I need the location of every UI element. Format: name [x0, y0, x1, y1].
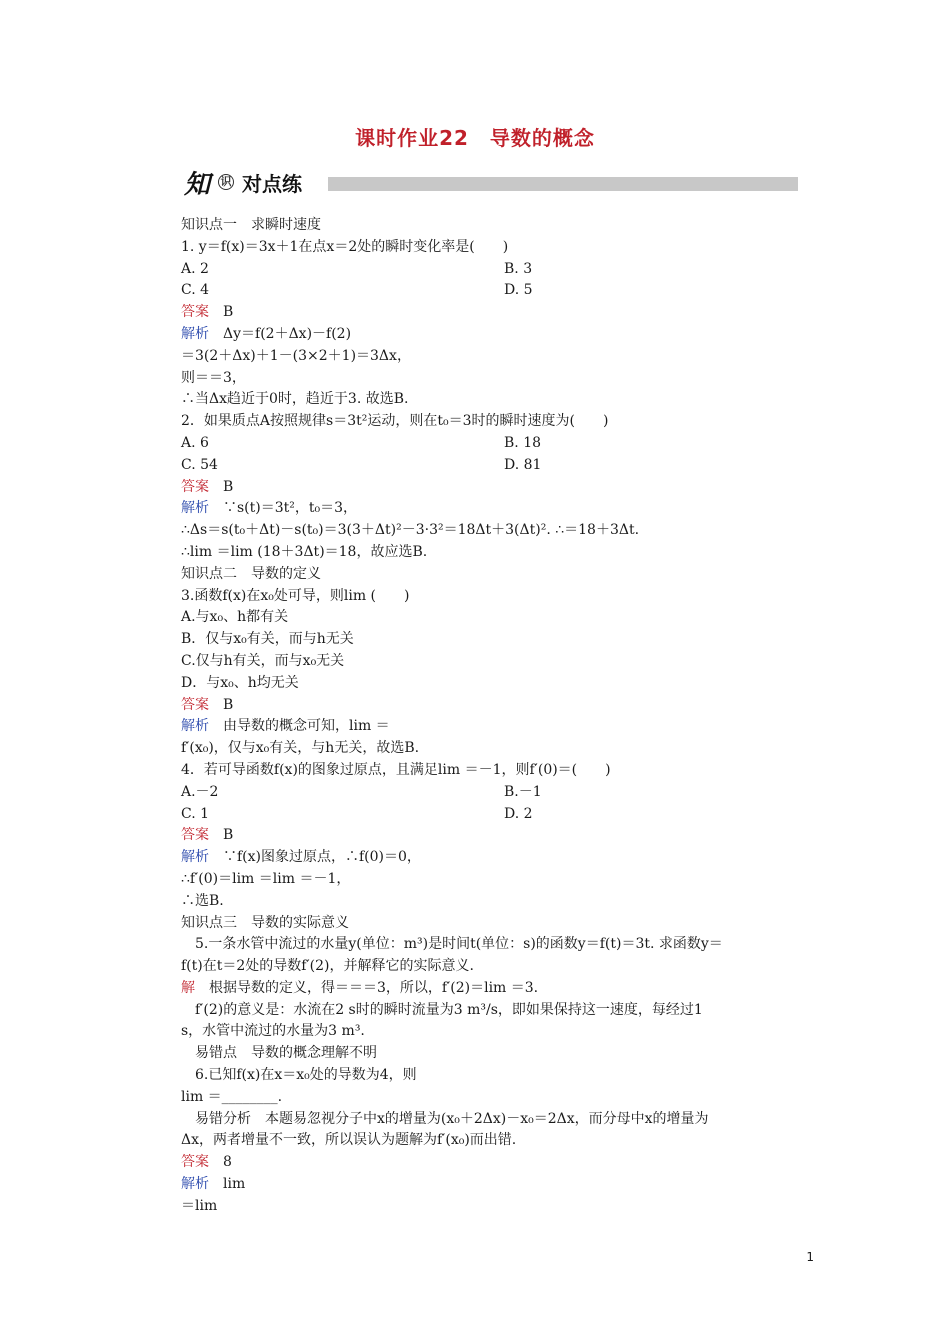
answer-text: ∵f(x)图象过原点，∴f(0)＝0， — [209, 849, 421, 866]
text-line: ∴Δs＝s(t₀＋Δt)－s(t₀)＝3(3＋Δt)²－3·3²＝18Δt＋3(Δt)². ∴＝18＋3Δt. — [181, 522, 640, 539]
answer-label: 解析 — [181, 1176, 209, 1193]
text-line — [181, 498, 821, 520]
option-right: B. 3 — [504, 260, 533, 277]
text-line: f(t)在t＝2处的导数f′(2)，并解释它的实际意义. — [181, 958, 474, 975]
text-line: ∴lim ＝lim (18＋3Δt)＝18，故应选B. — [181, 543, 428, 560]
text-line: s，水管中流过的水量为3 m³. — [181, 1023, 365, 1040]
text-line — [181, 302, 821, 324]
answer-label: 答案 — [181, 304, 209, 321]
text-line — [181, 280, 821, 302]
text-line: ∴选B. — [181, 892, 224, 909]
option-left: C. 1 — [181, 805, 210, 822]
option-right: D. 2 — [504, 805, 533, 822]
answer-text: Δy＝f(2＋Δx)－f(2) — [209, 325, 352, 342]
text-line — [181, 455, 821, 477]
text-line: 3.函数f(x)在x₀处可导，则lim ( ) — [181, 587, 410, 604]
text-line: A.与x₀、h都有关 — [181, 609, 289, 626]
text-line: C.仅与h有关，而与x₀无关 — [181, 652, 345, 669]
answer-text: 由导数的概念可知，lim ＝ — [209, 718, 390, 735]
answer-label: 答案 — [181, 1154, 209, 1171]
option-left: A.－2 — [181, 783, 219, 800]
text-line: Δx，两者增量不一致，所以误认为题解为f′(x₀)而出错. — [181, 1132, 517, 1149]
text-line: 知识点二 导数的定义 — [181, 565, 321, 582]
text-line: D．与x₀、h均无关 — [181, 674, 299, 691]
text-line — [181, 477, 821, 499]
text-line — [181, 825, 821, 847]
answer-label: 答案 — [181, 696, 209, 713]
text-line: 则＝＝3， — [181, 369, 246, 386]
text-line: ∴f′(0)＝lim ＝lim ＝－1， — [181, 870, 351, 887]
text-line: 6.已知f(x)在x＝x₀处的导数为4，则 — [181, 1067, 417, 1084]
option-left: A. 2 — [181, 260, 209, 277]
answer-label: 解析 — [181, 718, 209, 735]
answer-text: B — [209, 478, 234, 495]
text-line: f′(2)的意义是：水流在2 s时的瞬时流量为3 m³/s，即如果保持这一速度，每经过1 — [181, 1001, 703, 1018]
text-line — [181, 433, 821, 455]
answer-text: ∵s(t)＝3t²，t₀＝3， — [209, 500, 358, 517]
text-line: 2．如果质点A按照规律s＝3t²运动，则在t₀＝3时的瞬时速度为( ) — [181, 413, 609, 430]
text-line — [181, 978, 821, 1000]
text-line: ∴当Δx趋近于0时，趋近于3. 故选B. — [181, 391, 409, 408]
document-body — [181, 215, 821, 1218]
text-line: ＝lim — [181, 1197, 218, 1214]
text-line: B．仅与x₀有关，而与h无关 — [181, 631, 354, 648]
answer-label: 解 — [181, 979, 195, 996]
option-right: D. 81 — [504, 456, 542, 473]
text-line — [181, 782, 821, 804]
banner-text: 对点练 — [242, 172, 302, 196]
text-line — [181, 1152, 821, 1174]
banner-char-zhi: 知 — [184, 170, 211, 200]
text-line — [181, 324, 821, 346]
text-line — [181, 259, 821, 281]
option-right: B. 18 — [504, 434, 542, 451]
answer-label: 解析 — [181, 325, 209, 342]
text-line: 知识点一 求瞬时速度 — [181, 217, 321, 233]
text-line — [181, 847, 821, 869]
answer-label: 解析 — [181, 500, 209, 517]
page-title: 课时作业22 导数的概念 — [355, 126, 595, 150]
answer-text: 8 — [209, 1154, 232, 1171]
answer-label: 答案 — [181, 478, 209, 495]
text-line: 易错点 导数的概念理解不明 — [181, 1045, 377, 1062]
option-left: C. 4 — [181, 282, 210, 299]
answer-text: lim — [209, 1176, 246, 1193]
page-number: 1 — [806, 1250, 814, 1264]
answer-label: 解析 — [181, 849, 209, 866]
banner-char-shi: 识 — [218, 174, 234, 190]
answer-text: B — [209, 827, 234, 844]
answer-text: B — [209, 696, 234, 713]
option-left: A. 6 — [181, 434, 209, 451]
text-line: 知识点三 导数的实际意义 — [181, 914, 349, 931]
text-line: 1. y＝f(x)＝3x＋1在点x＝2处的瞬时变化率是( ) — [181, 238, 509, 255]
text-line: 易错分析 本题易忽视分子中x的增量为(x₀＋2Δx)－x₀＝2Δx，而分母中x的增量为 — [181, 1110, 709, 1127]
text-line: 4．若可导函数f(x)的图象过原点，且满足lim ＝－1，则f′(0)＝( ) — [181, 761, 611, 778]
text-line — [181, 1174, 821, 1196]
answer-text: B — [209, 304, 234, 321]
answer-label: 答案 — [181, 827, 209, 844]
text-line — [181, 695, 821, 717]
option-right: D. 5 — [504, 282, 533, 299]
banner-bar — [328, 177, 798, 191]
text-line: ＝3(2＋Δx)＋1－(3×2＋1)＝3Δx， — [181, 347, 411, 364]
text-line: lim ＝________. — [181, 1088, 283, 1105]
option-left: C. 54 — [181, 456, 218, 473]
option-right: B.－1 — [504, 783, 542, 800]
text-line: f′(x₀)，仅与x₀有关，与h无关，故选B. — [181, 740, 420, 757]
text-line — [181, 716, 821, 738]
section-banner — [180, 160, 798, 210]
text-line — [181, 804, 821, 826]
answer-text: 根据导数的定义，得＝＝＝3，所以，f′(2)＝lim ＝3. — [195, 979, 539, 996]
text-line: 5.一条水管中流过的水量y(单位：m³)是时间t(单位：s)的函数y＝f(t)＝3t. 求函数y＝ — [181, 936, 723, 953]
